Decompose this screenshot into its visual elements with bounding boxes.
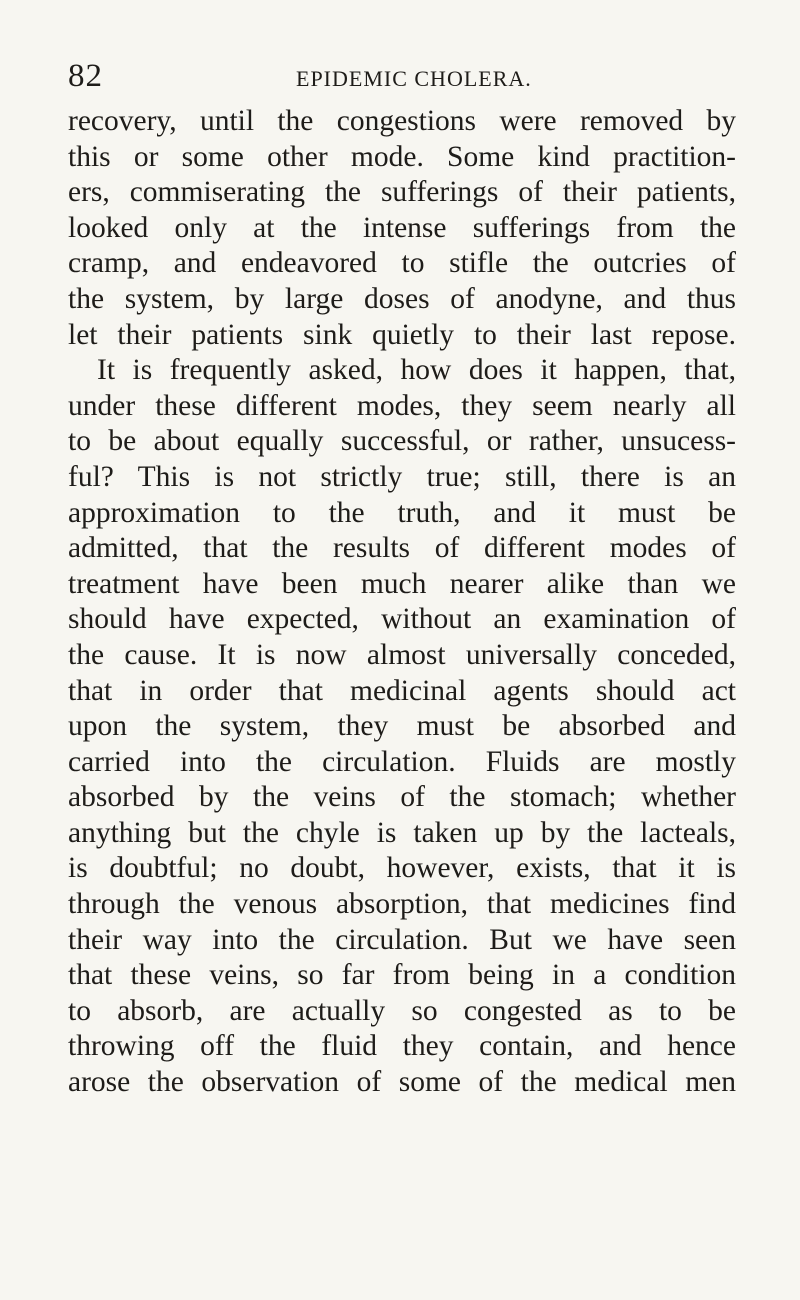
text-line: to absorb, are actually so congested as to be — [68, 994, 736, 1027]
text-line: that in order that medicinal agents should act — [68, 674, 736, 707]
text-line: through the venous absorption, that medicines find — [68, 888, 736, 921]
text-line: approximation to the truth, and it must be — [68, 496, 736, 529]
text-line: ers, commiserating the sufferings of their patients, — [68, 176, 736, 209]
text-line: throwing off the fluid they contain, and hence — [68, 1030, 736, 1063]
text-line: cramp, and endeavored to stifle the outcries of — [68, 247, 736, 280]
text-line: ful? This is not strictly true; still, there is an — [68, 460, 736, 493]
text-line: their way into the circulation. But we have seen — [68, 923, 736, 956]
text-line: the cause. It is now almost universally conceded, — [68, 638, 736, 671]
text-line: that these veins, so far from being in a condition — [68, 959, 736, 992]
page-header — [68, 58, 736, 98]
text-line: to be about equally successful, or rather, unsucess- — [68, 425, 736, 458]
body-text — [68, 104, 736, 1101]
text-line: carried into the circulation. Fluids are mostly — [68, 745, 736, 778]
text-line: arose the observation of some of the medical men — [68, 1066, 736, 1099]
text-line: is doubtful; no doubt, however, exists, that it is — [68, 852, 736, 885]
text-line: should have expected, without an examination of — [68, 603, 736, 636]
text-line: admitted, that the results of different modes of — [68, 532, 736, 565]
running-title: EPIDEMIC CHOLERA. — [296, 66, 532, 91]
text-line: treatment have been much nearer alike than we — [68, 567, 736, 600]
text-line: upon the system, they must be absorbed and — [68, 710, 736, 743]
text-line: the system, by large doses of anodyne, and thus — [68, 282, 736, 315]
text-line: this or some other mode. Some kind practition- — [68, 140, 736, 173]
text-line: let their patients sink quietly to their last repose. — [68, 318, 736, 351]
text-line: under these different modes, they seem nearly all — [68, 389, 736, 422]
text-line: looked only at the intense sufferings from the — [68, 211, 736, 244]
text-line: absorbed by the veins of the stomach; whether — [68, 781, 736, 814]
paragraph-start-line: It is frequently asked, how does it happen, that, — [97, 354, 736, 387]
text-line: anything but the chyle is taken up by the lacteals, — [68, 816, 736, 849]
text-line: recovery, until the congestions were removed by — [68, 105, 736, 137]
page-number: 82 — [68, 58, 103, 94]
